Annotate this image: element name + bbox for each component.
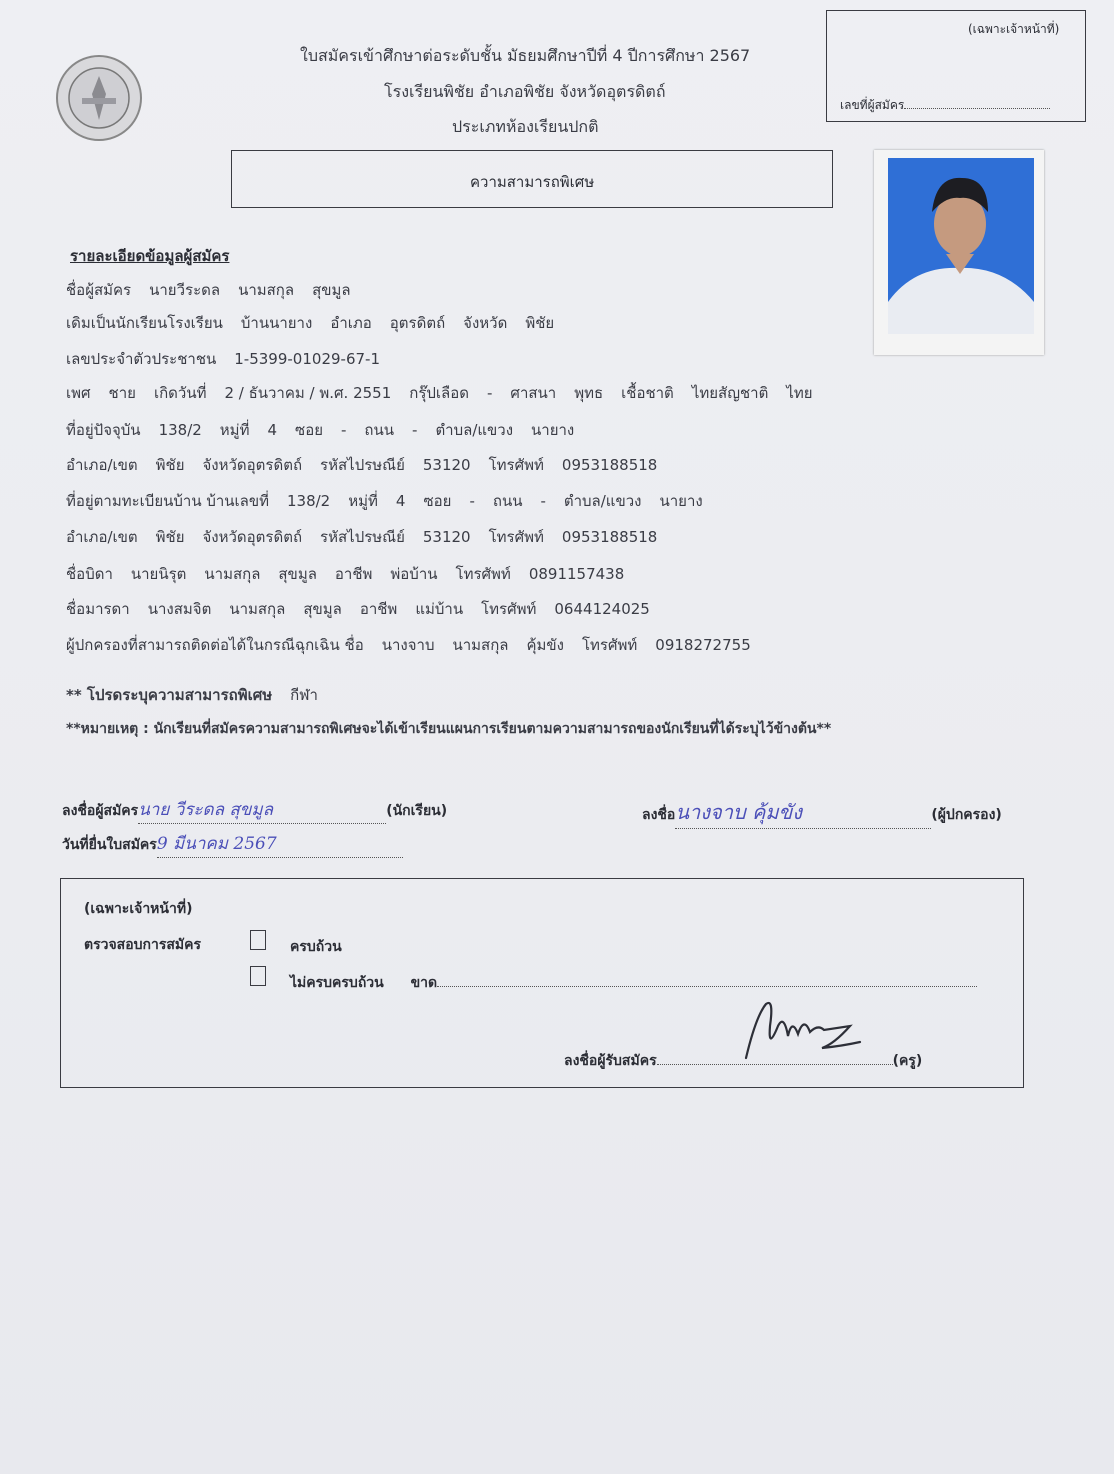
guardian-role: (ผู้ปกครอง)	[931, 807, 1002, 823]
complete-checkbox[interactable]	[250, 930, 266, 950]
applicant-signature-field[interactable]	[62, 796, 447, 824]
applicant-photo	[874, 150, 1044, 355]
row-former-school: เดิมเป็นนักเรียนโรงเรียน บ้านนายาง อำเภอ อุตรดิตถ์ จังหวัด พิชัย	[66, 314, 555, 332]
special-note: **หมายเหตุ : นักเรียนที่สมัครความสามารถพิเศษจะได้เข้าเรียนแผนการเรียนตามความสามารถของนักเรียนที่ได้ระบุไว้ข้างต้น**	[66, 721, 832, 737]
form-title-line1: ใบสมัครเข้าศึกษาต่อระดับชั้น มัธยมศึกษาปีที่ 4 ปีการศึกษา 2567	[300, 46, 751, 65]
missing-label: ขาด	[410, 975, 438, 991]
form-title-line3: ประเภทห้องเรียนปกติ	[452, 117, 599, 136]
program-title: ความสามารถพิเศษ	[470, 173, 595, 191]
officer-section-label: (เฉพาะเจ้าหน้าที่)	[84, 901, 193, 917]
special-ability-label: ** โปรดระบุความสามารถพิเศษ	[66, 686, 273, 704]
guardian-signature-field[interactable]	[642, 796, 1002, 829]
row-guardian: ผู้ปกครองที่สามารถติดต่อได้ในกรณีฉุกเฉิน ชื่อ นางจาบ นามสกุล คุ้มขัง โทรศัพท์ 0918272755	[66, 636, 751, 654]
complete-option-label: ครบถ้วน	[290, 939, 342, 955]
special-ability-value: กีฬา	[290, 686, 318, 704]
form-title-line2: โรงเรียนพิชัย อำเภอพิชัย จังหวัดอุตรดิตถ์	[384, 82, 666, 101]
row-registered-address: ที่อยู่ตามทะเบียนบ้าน บ้านเลขที่ 138/2 หมู่ที่ 4 ซอย - ถนน - ตำบล/แขวง นายาง	[66, 492, 703, 510]
row-national-id: เลขประจำตัวประชาชน 1-5399-01029-67-1	[66, 350, 380, 368]
application-date-label: วันที่ยื่นใบสมัคร	[62, 837, 157, 853]
check-application-label: ตรวจสอบการสมัคร	[84, 937, 202, 953]
school-seal-logo	[54, 54, 144, 142]
application-date-field[interactable]	[62, 830, 403, 858]
incomplete-option-field[interactable]	[290, 972, 977, 994]
special-ability-row	[66, 683, 336, 707]
applicant-number-field[interactable]	[840, 96, 1050, 115]
receiver-role: (ครู)	[892, 1053, 923, 1069]
incomplete-checkbox[interactable]	[250, 966, 266, 986]
applicant-signature-label: ลงชื่อผู้สมัคร	[62, 803, 139, 819]
application-date-hand: 9 มีนาคม 2567	[157, 830, 403, 858]
row-personal: เพศ ชาย เกิดวันที่ 2 / ธันวาคม / พ.ศ. 2551 กรุ๊ปเลือด - ศาสนา พุทธ เชื้อชาติ ไทยสัญชาติ ไทย	[66, 384, 813, 402]
officer-box-label: (เฉพาะเจ้าหน้าที่)	[968, 22, 1060, 36]
guardian-signature-label: ลงชื่อ	[642, 807, 676, 823]
receiver-signature-scribble	[738, 996, 868, 1066]
incomplete-option-label: ไม่ครบครบถ้วน	[290, 975, 384, 991]
row-name: ชื่อผู้สมัคร นายวีระดล นามสกุล สุขมูล	[66, 281, 351, 299]
receiver-signature-label: ลงชื่อผู้รับสมัคร	[564, 1053, 657, 1069]
row-current-address: ที่อยู่ปัจจุบัน 138/2 หมู่ที่ 4 ซอย - ถนน - ตำบล/แขวง นายาง	[66, 421, 575, 439]
row-father: ชื่อบิดา นายนิรุต นามสกุล สุขมูล อาชีพ พ่อบ้าน โทรศัพท์ 0891157438	[66, 565, 625, 583]
applicant-number-label: เลขที่ผู้สมัคร	[840, 98, 905, 112]
applicant-signature-hand: นาย วีระดล สุขมูล	[138, 796, 386, 824]
section-title: รายละเอียดข้อมูลผู้สมัคร	[70, 247, 230, 265]
guardian-signature-hand: นางจาบ คุ้มขัง	[675, 796, 931, 829]
row-current-address-district: อำเภอ/เขต พิชัย จังหวัดอุตรดิตถ์ รหัสไปรษณีย์ 53120 โทรศัพท์ 0953188518	[66, 456, 658, 474]
row-registered-address-district: อำเภอ/เขต พิชัย จังหวัดอุตรดิตถ์ รหัสไปรษณีย์ 53120 โทรศัพท์ 0953188518	[66, 528, 658, 546]
applicant-role: (นักเรียน)	[386, 803, 448, 819]
row-mother: ชื่อมารดา นางสมจิต นามสกุล สุขมูล อาชีพ แม่บ้าน โทรศัพท์ 0644124025	[66, 600, 650, 618]
